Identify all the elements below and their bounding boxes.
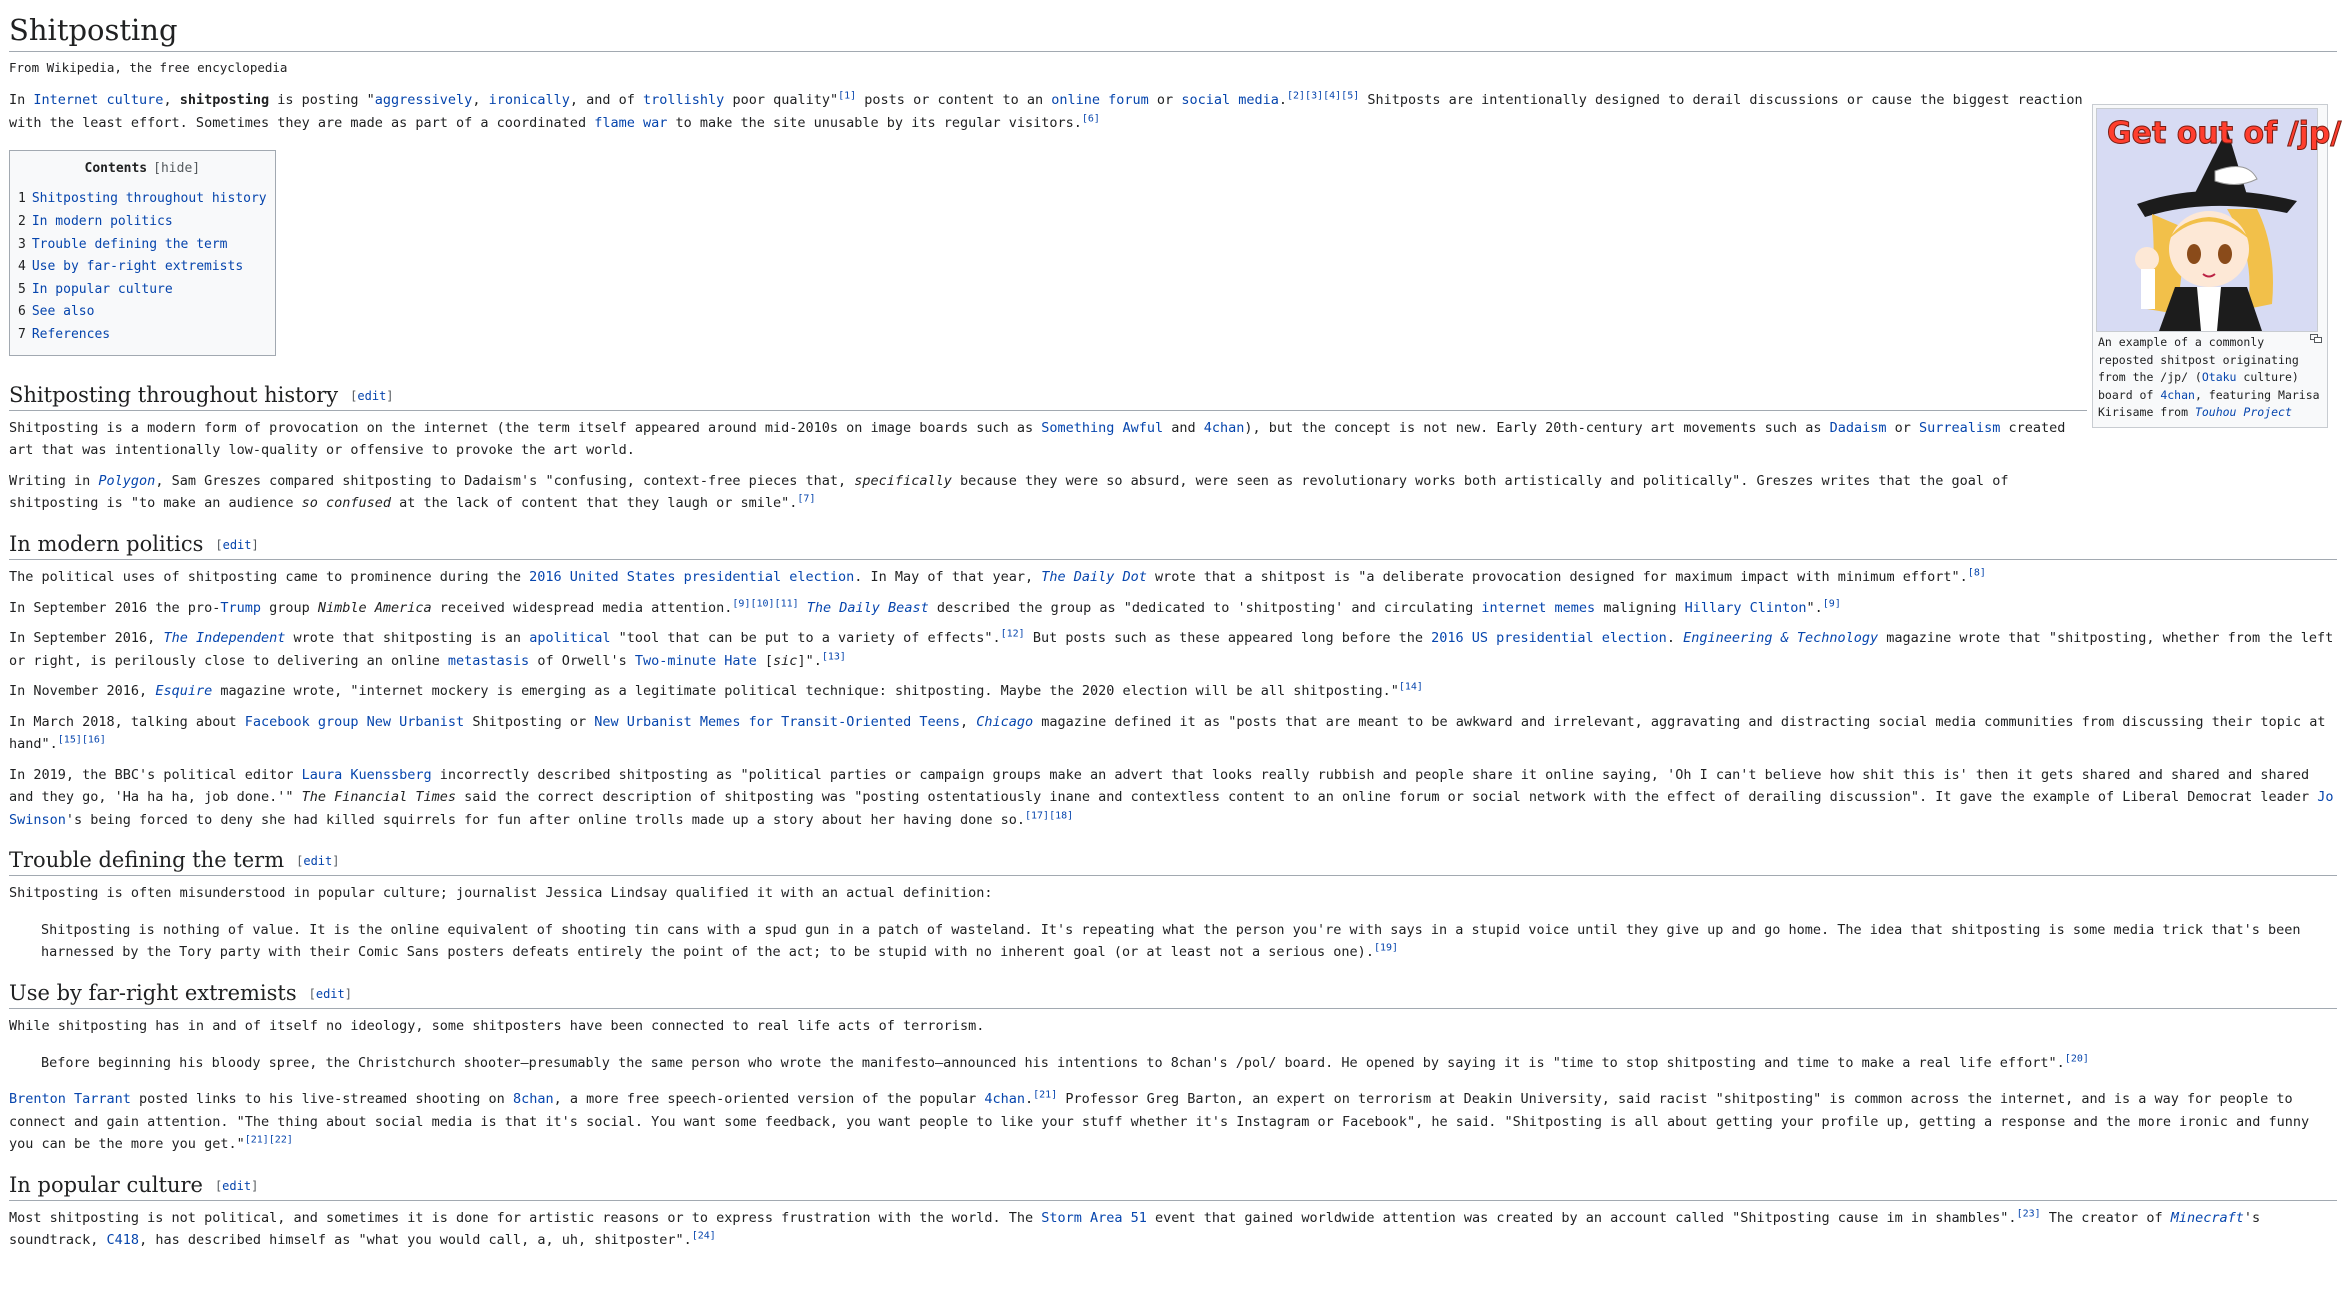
link-new-urbanist[interactable]: New Urbanist	[366, 713, 465, 730]
link-aggressively[interactable]: aggressively	[374, 92, 473, 109]
edit-link[interactable]: edit	[315, 986, 345, 1001]
toc-title: Contents [hide]	[84, 161, 201, 177]
link-internet-memes[interactable]: internet memes	[1481, 599, 1596, 616]
link-4chan[interactable]: 4chan	[2160, 387, 2195, 402]
edit-link[interactable]: edit	[303, 854, 333, 868]
paragraph: Most shitposting is not political, and sometimes it is done for artistic reasons or to express frustration with the world. The Storm Area 51 event that gained worldwide attention was created by an account called "Shitposting cause im in shambles".[23] The creator of Minecraft's soundtrack, C418, has described himself as "what you would call, a, uh, shitposter".[24]	[9, 1208, 2261, 1249]
paragraph: While shitposting has in and of itself no ideology, some shitposters have been connected to real life acts of terrorism.	[9, 1018, 985, 1034]
toc-item[interactable]: 7 References	[18, 326, 111, 342]
link-numtot[interactable]: New Urbanist Memes for Transit-Oriented Teens	[594, 713, 960, 730]
paragraph: In September 2016 the pro-Trump group Nimble America received widespread media attention.[9][10][11] The Daily Beast described the group as "dedicated to 'shitposting' and circulating internet memes maligning Hillary Clinton".[9]	[9, 598, 1841, 616]
link-surrealism[interactable]: Surrealism	[1919, 419, 2001, 436]
reference[interactable]: [6]	[1081, 113, 1100, 125]
section-heading-popular-culture: In popular culture [edit]	[9, 1172, 2337, 1201]
enlarge-icon[interactable]	[2310, 334, 2322, 343]
toc-item[interactable]: 4 Use by far-right extremists	[18, 259, 244, 275]
toc-item[interactable]: 1 Shitposting throughout history	[18, 191, 267, 207]
link-trollishly[interactable]: trollishly	[643, 92, 725, 109]
reference[interactable]: [9]	[1822, 598, 1841, 609]
paragraph: Writing in Polygon, Sam Greszes compared shitposting to Dadaism's "confusing, context-free pieces that, specifically because they were so absurd, were seen as revolutionary works both artistically and politically". Greszes writes that the goal of shitposting is "to make an audience so confused at the lack of content that they laugh or smile".[7]	[9, 472, 2009, 512]
link-brenton-tarrant[interactable]: Brenton Tarrant	[9, 1091, 131, 1107]
shitpost-image[interactable]	[2096, 108, 2342, 332]
toc-list	[18, 188, 267, 346]
reference[interactable]: [9][10][11]	[732, 598, 799, 609]
link-touhou-project[interactable]: Touhou Project	[2194, 405, 2292, 419]
toc-item[interactable]: 3 Trouble defining the term	[18, 236, 228, 252]
paragraph: In September 2016, The Independent wrote that shitposting is an apolitical "tool that can be put to a variety of effects".[12] But posts such as these appeared long before the 2016 US presidential election. Engineering & Technology magazine wrote that "shitposting, whether from the left or right, is perilously close to delivering an online metastasis of Orwell's Two-minute Hate [sic]".[13]	[9, 628, 2334, 669]
link-chicago[interactable]: Chicago	[976, 713, 1034, 730]
intro-paragraph: In Internet culture, shitposting is posting "aggressively, ironically, and of trollishly poor quality"[1] posts or content to an online forum or social media.[2][3][4][5] Shitposts are intentionally designed to derail discussions or cause the biggest reaction with the least effort. Sometimes they are made as part of a coordinated flame war to make the site unusable by its regular visitors.[6]	[9, 90, 2083, 131]
link-metastasis[interactable]: metastasis	[447, 652, 530, 669]
link-the-independent[interactable]: The Independent	[163, 630, 286, 646]
reference[interactable]: [17][18]	[1024, 810, 1074, 821]
paragraph: In March 2018, talking about Facebook group New Urbanist Shitposting or New Urbanist Memes for Transit-Oriented Teens, Chicago magazine defined it as "posts that are meant to be awkward and irrelevant, aggravating and distracting social media communities from discussing their topic at hand".[15][16]	[9, 713, 2326, 752]
article	[9, 0, 2342, 1260]
reference[interactable]: [13]	[821, 651, 846, 662]
reference[interactable]: [7]	[797, 493, 816, 505]
section-heading-politics: In modern politics [edit]	[9, 531, 2337, 560]
link-dadaism[interactable]: Dadaism	[1829, 419, 1887, 436]
link-daily-beast[interactable]: The Daily Beast	[806, 599, 929, 616]
reference[interactable]: [21][22]	[244, 1134, 293, 1146]
link-internet-culture[interactable]: Internet culture	[33, 92, 164, 109]
edit-link[interactable]: edit	[357, 388, 387, 403]
link-2016-election[interactable]: 2016 United States presidential election	[529, 569, 855, 585]
link-c418[interactable]: C418	[106, 1232, 140, 1249]
toc-item[interactable]: 2 In modern politics	[18, 213, 173, 229]
edit-link[interactable]: edit	[222, 1178, 252, 1193]
link-2016-us-election[interactable]: 2016 US presidential election	[1431, 630, 1667, 646]
reference[interactable]: [20]	[2064, 1053, 2089, 1064]
paragraph: Shitposting is a modern form of provocation on the internet (the term itself appeared around mid-2010s on image boards such as Something Awful and 4chan), but the concept is not new. Early 20th-century art movements such as Dadaism or Surrealism created art that was intentionally low-quality or offensive to provoke the art world.	[9, 419, 2066, 459]
paragraph: The political uses of shitposting came to prominence during the 2016 United States presidential election. In May of that year, The Daily Dot wrote that a shitpost is "a deliberate provocation designed for maximum impact with minimum effort".[8]	[9, 567, 1986, 585]
tagline: From Wikipedia, the free encyclopedia	[9, 60, 288, 76]
section-heading-far-right: Use by far-right extremists [edit]	[9, 980, 2337, 1009]
link-something-awful[interactable]: Something Awful	[1041, 419, 1164, 436]
link-flame-war[interactable]: flame war	[594, 114, 668, 131]
toc-item[interactable]: 6 See also	[18, 304, 95, 320]
paragraph: Shitposting is often misunderstood in popular culture; journalist Jessica Lindsay qualified it with an actual definition:	[9, 885, 993, 902]
link-4chan[interactable]: 4chan	[1203, 419, 1245, 436]
reference[interactable]: [2][3][4][5]	[1287, 90, 1360, 102]
link-online-forum[interactable]: online forum	[1051, 92, 1149, 109]
page-title: Shitposting	[9, 0, 2337, 52]
link-storm-area-51[interactable]: Storm Area 51	[1041, 1209, 1147, 1226]
paragraph: Brenton Tarrant posted links to his live-streamed shooting on 8chan, a more free speech-oriented version of the popular 4chan.[21] Professor Greg Barton, an expert on terrorism at Deakin University, said racist "shitposting" is common across the internet, and is a way for people to connect and gain attention. "The thing about social media is that it's social. You want some feedback, you want people to like your stuff whether it's Instagram or Facebook", he said. "Shitposting is all about getting your profile up, getting a response and the more ironic and funny you can be the more you get."[21][22]	[9, 1089, 2310, 1152]
link-engineering-technology[interactable]: Engineering & Technology	[1683, 630, 1879, 646]
reference[interactable]: [1]	[838, 90, 857, 102]
edit-link[interactable]: edit	[222, 537, 252, 552]
link-ironically[interactable]: ironically	[488, 92, 570, 109]
reference[interactable]: [15][16]	[57, 734, 106, 746]
table-of-contents	[9, 150, 276, 355]
paragraph: In November 2016, Esquire magazine wrote, "internet mockery is emerging as a legitimate political technique: shitposting. Maybe the 2020 election will be all shitposting."[14]	[9, 681, 1423, 699]
link-laura-kuenssberg[interactable]: Laura Kuenssberg	[301, 766, 432, 783]
image-text: Get out of /jp/	[2107, 116, 2342, 151]
link-minecraft[interactable]: Minecraft	[2170, 1209, 2244, 1226]
thumbnail-caption: An example of a commonly reposted shitpost originating from the /jp/ (Otaku culture) board of 4chan, featuring Marisa Kirisame from Touhou Project	[2096, 332, 2324, 424]
thumbnail	[2092, 104, 2342, 428]
reference[interactable]: [14]	[1398, 681, 1423, 693]
reference[interactable]: [12]	[1000, 628, 1025, 640]
reference[interactable]: [19]	[1373, 942, 1399, 954]
link-trump[interactable]: Trump	[220, 599, 261, 616]
link-hillary-clinton[interactable]: Hillary Clinton	[1684, 599, 1807, 616]
toc-hide-toggle[interactable]: [hide]	[153, 161, 201, 177]
link-esquire[interactable]: Esquire	[155, 683, 213, 699]
link-social-media[interactable]: social media	[1181, 92, 1279, 109]
paragraph: In 2019, the BBC's political editor Laura Kuenssberg incorrectly described shitposting as "political parties or campaign groups make an advert that looks really rubbish and people share it online saying, 'Oh I can't believe how shit this is' then it gets shared and shared and shared and they go, 'Ha ha ha, job done.'" The Financial Times said the correct description of shitposting was "posting ostentatiously inane and contextless content to an online forum or social network with the effect of derailing discussion". It gave the example of Liberal Democrat leader Jo Swinson's being forced to deny she had killed squirrels for fun after online trolls made up a story about her having done so.[17][18]	[9, 766, 2334, 828]
link-jo-swinson[interactable]: Jo Swinson	[9, 789, 2334, 828]
toc-item[interactable]: 5 In popular culture	[18, 281, 173, 297]
link-polygon[interactable]: Polygon	[98, 472, 156, 489]
link-apolitical[interactable]: apolitical	[529, 630, 611, 646]
link-two-minute-hate[interactable]: Two-minute Hate	[634, 652, 757, 669]
link-4chan[interactable]: 4chan	[984, 1091, 1025, 1107]
section-heading-history: Shitposting throughout history [edit]	[9, 382, 2087, 411]
image-caption-art	[2097, 109, 2342, 331]
link-facebook-group[interactable]: Facebook group	[244, 713, 359, 730]
blockquote: Before beginning his bloody spree, the Christchurch shooter—presumably the same person who wrote the manifesto—announced his intentions to 8chan's /pol/ board. He opened by saying it is "time to stop shitposting and time to make a real life effort".[20]	[41, 1053, 2089, 1071]
link-otaku[interactable]: Otaku	[2201, 370, 2237, 384]
reference[interactable]: [23]	[2016, 1208, 2041, 1220]
blockquote: Shitposting is nothing of value. It is the online equivalent of shooting tin cans with a spud gun in a patch of wasteland. It's repeating what the person you're with says in a stupid voice until they give up and go home. The idea that shitposting is some media trick that's been harnessed by the Tory party with their Comic Sans posters defeats entirely the point of the act; to be stupid with no inherent goal (or at least not a serious one).[19]	[41, 921, 2301, 961]
section-heading-trouble: Trouble defining the term [edit]	[9, 847, 2337, 876]
link-8chan[interactable]: 8chan	[512, 1091, 554, 1107]
reference[interactable]: [21]	[1033, 1089, 1058, 1101]
link-daily-dot[interactable]: The Daily Dot	[1041, 569, 1147, 585]
reference[interactable]: [8]	[1967, 567, 1986, 579]
reference[interactable]: [24]	[691, 1230, 716, 1242]
